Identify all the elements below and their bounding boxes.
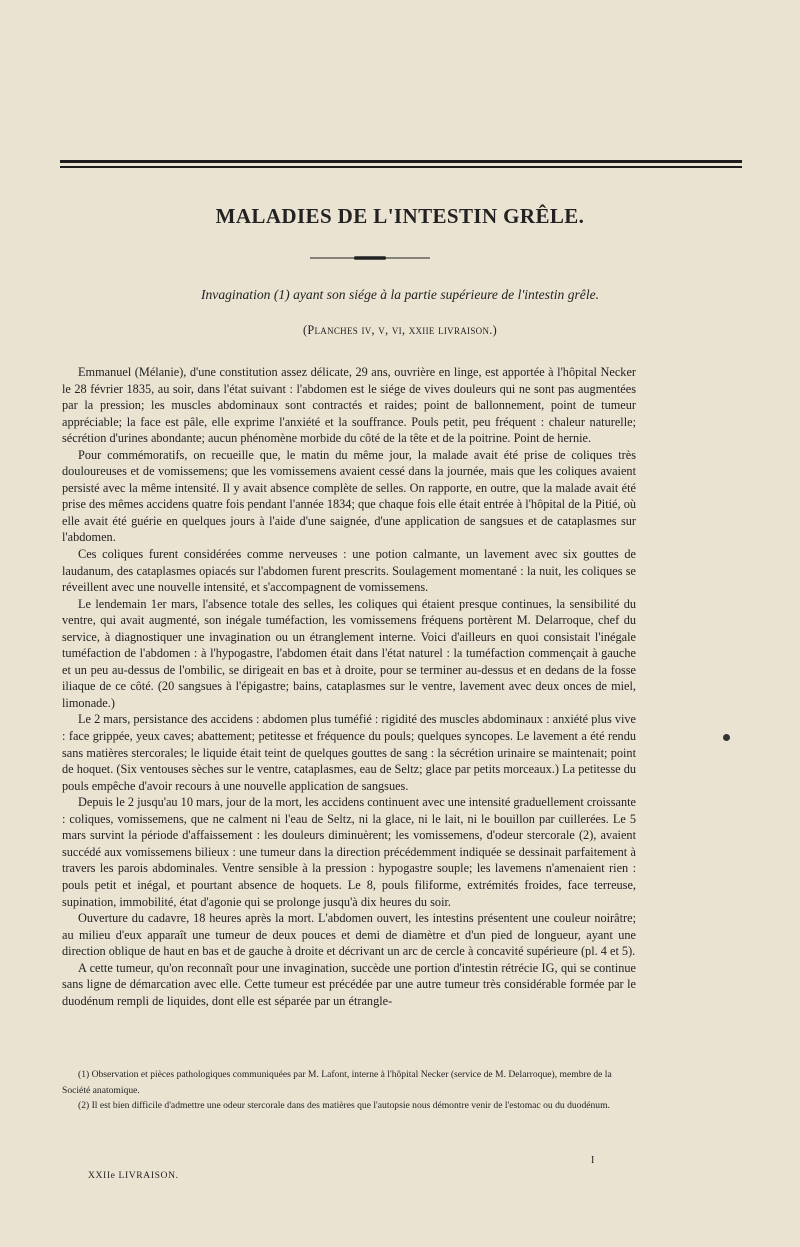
footnote: (1) Observation et pièces pathologiques communiquées par M. Lafont, interne à l'hôpital Necker (service de M. Delarroque), membre de la Société anatomique. [62,1069,612,1096]
paragraph: Emmanuel (Mélanie), d'une constitution assez délicate, 29 ans, ouvrière en linge, est apportée à l'hôpital Necker le 28 février 1835, au soir, dans l'état suivant : l'abdomen est le siége de vives douleurs qui ne sont pas augmentées par la pression; les muscles abdominaux sont contractés et raides; point de ballonnement, point de tumeur appréciable; la face est pâle, elle exprime l'anxiété et la souffrance. Pouls petit, peu fréquent : chaleur naturelle; sécrétion d'urines abondante; aucun phénomène morbide du côté de la tête et de la poitrine. Point de hernie. [62,365,636,446]
ink-speck [723,734,730,741]
paragraph: Depuis le 2 jusqu'au 10 mars, jour de la mort, les accidens continuent avec une intensité graduellement croissante : coliques, vomissemens, que ne calment ni l'eau de Seltz, ni la glace, ni le lait, ni le bouillon par cuillerées. Le 5 mars survint la période d'affaissement : les douleurs diminuèrent; les vomissemens, d'odeur stercorale (2), avaient succédé aux vomissemens bilieux : une tumeur dans la direction précédemment indiquée se dessinait parfaitement à travers les parois abdominales. Ventre sensible à la pression : hypogastre souple; les lavemens n'amenaient rien : pouls petit et inégal, et pourtant absence de hoquets. Le 8, pouls filiforme, extrémités froides, face terreuse, supination, immobilité, état d'agonie qui se prolonge jusqu'à dix heures du soir. [62,795,636,909]
page-number: I [591,1155,595,1166]
paragraph: Le 2 mars, persistance des accidens : abdomen plus tuméfié : rigidité des muscles abdominaux : anxiété plus vive : face grippée, yeux caves; abattement; petitesse et fréquence du pouls; quelques syncopes. Le lavement a été rendu sans matières stercorales; le liquide était teint de quelques gouttes de sang : la sécrétion urinaire se maintenait; point de hoquet. (Six ventouses sèches sur le ventre, cataplasmes, eau de Seltz; glace par petits morceaux.) La petitesse du pouls empêche d'avoir recours à une nouvelle application de sangsues. [62,712,636,793]
footnotes [62,1067,636,1114]
plates-reference: (Planches iv, v, vi, xxiie livraison.) [302,323,498,337]
paragraph: Ouverture du cadavre, 18 heures après la mort. L'abdomen ouvert, les intestins présentent une couleur noirâtre; au milieu d'eux apparaît une tumeur de deux pouces et demi de diamètre et d'un pied de longueur, ayant une direction oblique de haut en bas et de gauche à droite et décrivant un arc de cercle à concavité supérieure (pl. 4 et 5). [62,911,636,959]
header-rule-thin [60,166,742,168]
paragraph: A cette tumeur, qu'on reconnaît pour une invagination, succède une portion d'intestin rétrécie IG, qui se continue sans ligne de démarcation avec elle. Cette tumeur est précédée par une autre tumeur très considérable formée par le duodénum rempli de liquides, dont elle est séparée par un étrangle- [62,960,636,1008]
ornament-divider [310,255,430,261]
paragraph: Le lendemain 1er mars, l'absence totale des selles, les coliques qui étaient presque continues, la sensibilité du ventre, qui avait augmenté, son inégale tuméfaction, les vomissemens fréquens portèrent M. Delarroque, chef du service, à diagnostiquer une invagination ou un étranglement interne. Voici d'ailleurs en quoi consistait l'inégale tuméfaction de l'abdomen : à l'hypogastre, l'abdomen était dans l'état naturel : la tuméfaction commençait à gauche et un peu au-dessus de l'ombilic, se dirigeait en bas et à droite, pour se terminer au-dessus et en dedans de la fosse iliaque de ce côté. (20 sangsues à l'épigastre; bains, cataplasmes sur le ventre, lavement avec deux onces de miel, limonade.) [62,596,636,710]
issue-label: XXIIe LIVRAISON. [88,1170,179,1181]
paragraph: Pour commémoratifs, on recueille que, le matin du même jour, la malade avait été prise de coliques très douloureuses et de vomissemens; que les vomissemens avaient cessé dans la journée, mais que les coliques avaient persisté avec la même intensité. Il y avait absence complète de selles. On rapporte, en outre, que la malade avait été prise des mêmes accidens quatre fois pendant l'année 1834; que chaque fois elle était entrée à l'hôpital de la Pitié, où elle avait été guérie en quelques jours à l'aide d'une saignée, d'une application de sangsues et de cataplasmes sur l'abdomen. [62,447,636,545]
case-report-body [62,364,636,1009]
chapter-title: MALADIES DE L'INTESTIN GRÊLE. [215,204,585,228]
paragraph: Ces coliques furent considérées comme nerveuses : une potion calmante, un lavement avec six gouttes de laudanum, des cataplasmes opiacés sur l'abdomen furent prescrits. Soulagement momentané : la nuit, les coliques se réveillent avec une nouvelle intensité, et s'accompagnent de vomissemens. [62,547,636,595]
footnote: (2) Il est bien difficile d'admettre une odeur stercorale dans des matières que l'autopsie nous démontre venir de l'estomac ou du duodénum. [78,1100,610,1112]
header-rule-thick [60,160,742,163]
case-subtitle: Invagination (1) ayant son siége à la partie supérieure de l'intestin grêle. [200,287,600,302]
